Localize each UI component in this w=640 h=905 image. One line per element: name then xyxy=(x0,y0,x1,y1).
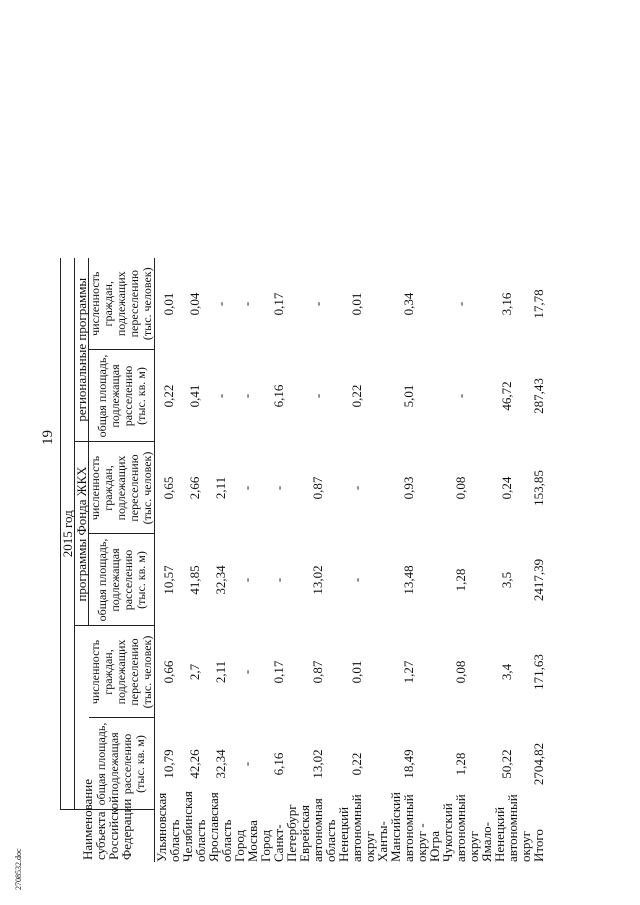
cell-value: 3,16 xyxy=(498,292,514,316)
cell-value: 42,26 xyxy=(186,749,202,779)
document-code: 2708532.doc xyxy=(14,848,23,890)
cell-value: 0,22 xyxy=(160,384,176,408)
header-year: 2015 год xyxy=(61,258,75,810)
table-header xyxy=(61,35,155,863)
table-row xyxy=(480,35,532,863)
header-regional-programs: региональные программы xyxy=(75,258,89,442)
subject-name: Ульяновская область xyxy=(154,792,182,862)
cell-value: 2417,39 xyxy=(531,558,546,602)
table-row xyxy=(181,35,207,863)
subjects-table-container xyxy=(60,34,546,862)
cell-value: - xyxy=(238,761,254,767)
cell-value: 2,66 xyxy=(186,476,202,500)
table-row xyxy=(532,35,545,863)
cell-value: 0,01 xyxy=(349,660,364,684)
cell-value: 0,22 xyxy=(349,752,364,776)
cell-value: 0,01 xyxy=(349,292,364,316)
cell-value: - xyxy=(238,577,254,583)
cell-value: - xyxy=(238,301,254,307)
cell-value: 10,57 xyxy=(160,565,176,595)
cell-value: - xyxy=(212,301,228,307)
cell-value: - xyxy=(238,393,254,399)
cell-value: 50,22 xyxy=(498,749,514,779)
table-row xyxy=(376,35,441,863)
cell-value: 13,02 xyxy=(310,749,325,779)
header-regional-people: численность граждан, подлежащих переселению (тыс. человек) xyxy=(89,258,155,350)
cell-value: 5,01 xyxy=(401,384,416,408)
cell-value: 0,08 xyxy=(453,660,468,684)
subject-name: Еврейская автономная область xyxy=(297,798,338,862)
cell-value: 2704,82 xyxy=(531,742,546,786)
subject-name: Итого xyxy=(531,829,546,862)
cell-value: 1,27 xyxy=(401,660,416,684)
subjects-table xyxy=(60,34,545,862)
cell-value: 0,17 xyxy=(271,292,286,316)
cell-value: 0,65 xyxy=(160,476,176,500)
subject-name: Чукотский автономный округ xyxy=(440,794,481,862)
cell-value: 0,93 xyxy=(401,476,416,500)
header-fund-area: общая площадь, подлежащая расселению (тыс. кв. м) xyxy=(89,534,155,626)
cell-value: 6,16 xyxy=(271,384,286,408)
table-row xyxy=(207,35,233,863)
subject-name: Ямало-Ненецкий автономный округ xyxy=(479,794,533,862)
header-subject-name: Наименование субъекта Российской Федерации xyxy=(61,810,155,862)
subject-name: Ярославская область xyxy=(206,792,234,862)
subject-name: Челябинская область xyxy=(180,791,208,862)
cell-value: 18,49 xyxy=(401,749,416,779)
cell-value: - xyxy=(310,393,325,399)
table-row xyxy=(155,35,182,863)
cell-value: - xyxy=(271,485,286,491)
cell-value: 0,41 xyxy=(186,384,202,408)
cell-value: 0,66 xyxy=(160,660,176,684)
cell-value: 6,16 xyxy=(271,752,286,776)
cell-value: 32,34 xyxy=(212,749,228,779)
cell-value: - xyxy=(238,669,254,675)
cell-value: 1,28 xyxy=(453,752,468,776)
cell-value: 32,34 xyxy=(212,565,228,595)
cell-value: 0,87 xyxy=(310,660,325,684)
cell-value: 171,63 xyxy=(531,654,546,690)
subject-name: Ненецкий автономный округ xyxy=(336,794,377,862)
subject-name: Город Санкт-Петербург xyxy=(258,804,299,862)
cell-value: - xyxy=(453,301,468,307)
header-fund-programs: программы Фонда ЖКХ xyxy=(75,442,89,626)
table-body xyxy=(155,35,546,863)
cell-value: - xyxy=(453,393,468,399)
cell-value: 13,02 xyxy=(310,565,325,595)
cell-value: 10,79 xyxy=(160,749,176,779)
cell-value: - xyxy=(271,577,286,583)
cell-value: 0,17 xyxy=(271,660,286,684)
header-fund-people: численность граждан, подлежащих переселению (тыс. человек) xyxy=(89,442,155,534)
cell-value: 153,85 xyxy=(531,470,546,506)
cell-value: 0,34 xyxy=(401,292,416,316)
cell-value: 0,87 xyxy=(310,476,325,500)
table-row xyxy=(233,35,259,863)
cell-value: 287,43 xyxy=(531,378,546,414)
cell-value: 0,01 xyxy=(160,292,176,316)
cell-value: 0,22 xyxy=(349,384,364,408)
subject-name: Город Москва xyxy=(232,820,260,862)
header-people-count: численность граждан, подлежащих переселению (тыс. человек) xyxy=(89,626,155,718)
cell-value: - xyxy=(212,393,228,399)
table-row xyxy=(441,35,480,863)
cell-value: - xyxy=(349,485,364,491)
table-row xyxy=(259,35,298,863)
cell-value: - xyxy=(238,485,254,491)
cell-value: 0,24 xyxy=(498,476,514,500)
cell-value: 13,48 xyxy=(401,565,416,595)
header-regional-area: общая площадь, подлежащая расселению (тыс. кв. м) xyxy=(89,350,155,442)
table-row xyxy=(298,35,337,863)
cell-value: 0,08 xyxy=(453,476,468,500)
cell-value: 0,04 xyxy=(186,292,202,316)
cell-value: 17,78 xyxy=(531,289,546,319)
table-row xyxy=(337,35,376,863)
header-total-area: общая площадь, подлежащая расселению (тыс. кв. м) xyxy=(89,718,155,810)
cell-value: 2,7 xyxy=(186,663,202,681)
cell-value: 3,4 xyxy=(498,663,514,681)
cell-value: 1,28 xyxy=(453,568,468,592)
page-number: 19 xyxy=(40,430,56,445)
cell-value: 46,72 xyxy=(498,381,514,411)
cell-value: - xyxy=(310,301,325,307)
cell-value: 41,85 xyxy=(186,565,202,595)
subject-name: Ханты-Мансийский автономный округ - Югра xyxy=(375,792,442,862)
cell-value: 2,11 xyxy=(212,476,228,500)
cell-value: - xyxy=(349,577,364,583)
cell-value: 2,11 xyxy=(212,660,228,684)
cell-value: 3,5 xyxy=(498,571,514,589)
